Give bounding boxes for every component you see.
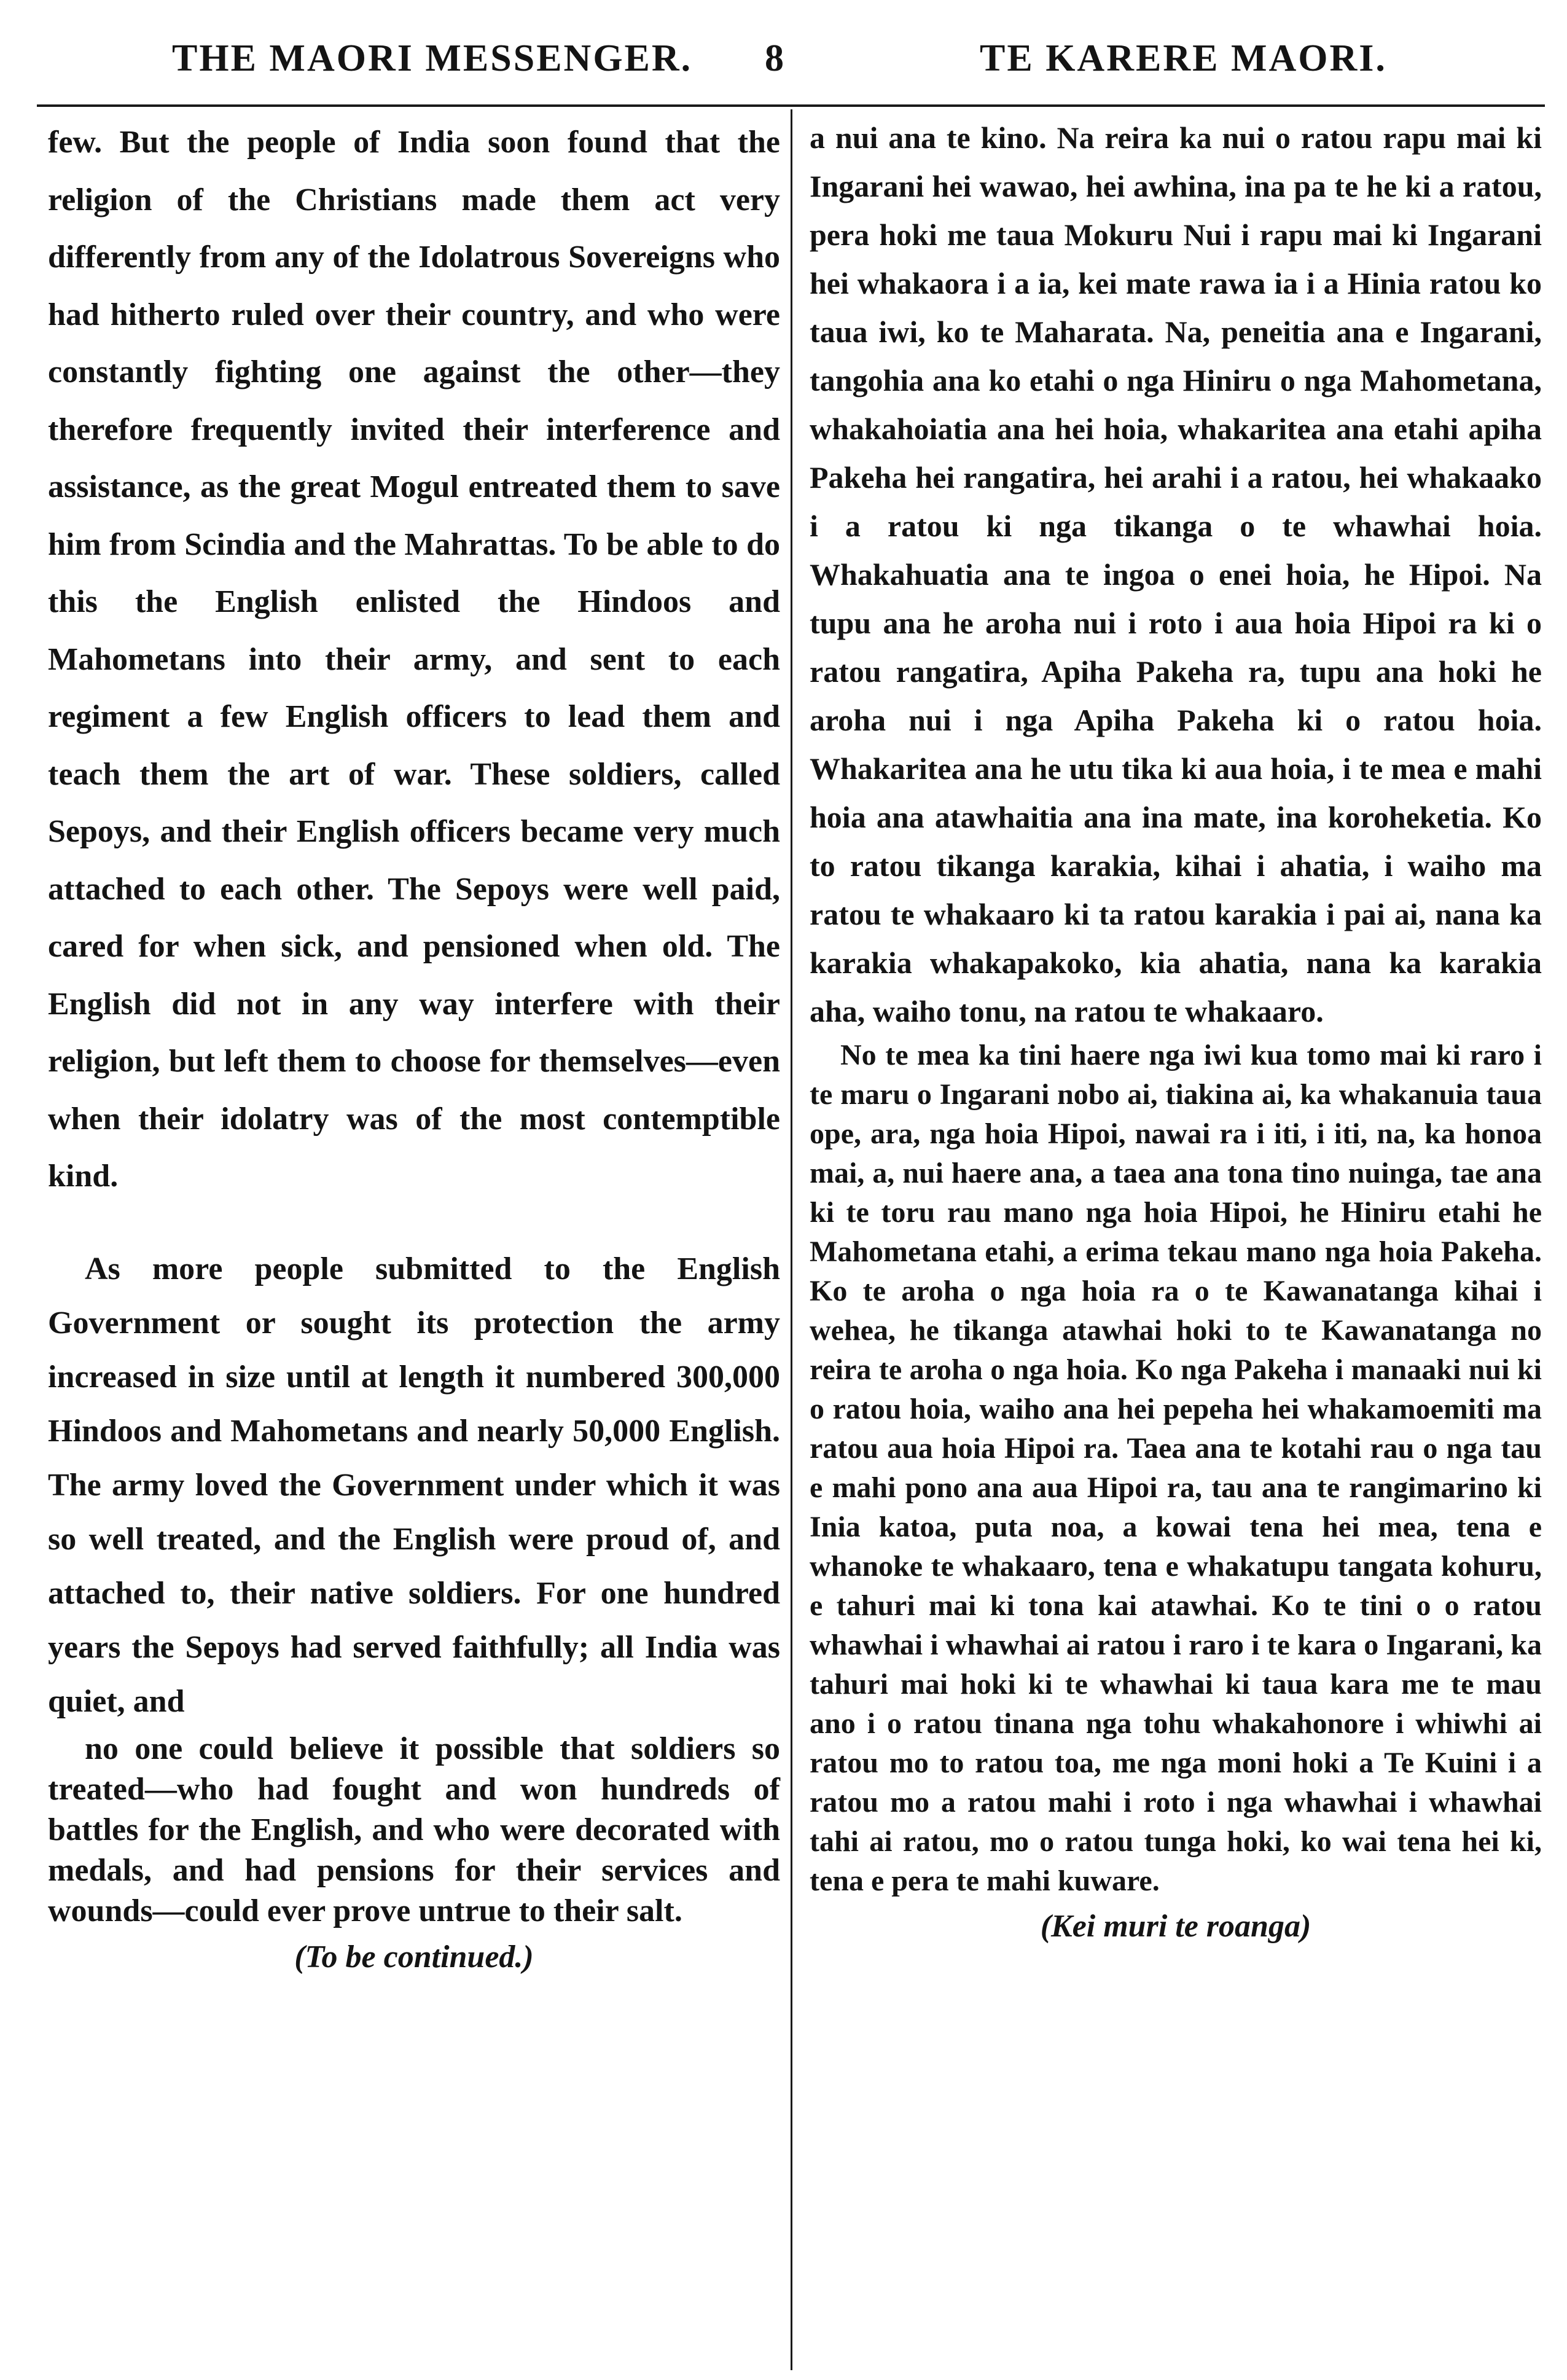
column-divider [791, 109, 792, 2370]
english-paragraph-2 [48, 1242, 780, 1932]
maori-paragraph-1-part-b: ina pa te he ki a ratou, pera hoki me taua Mokuru Nui i rapu mai ki Ingarani hei whakaora i a ia, kei mate rawa ia i a Hinia ratou ko taua iwi, ko te Maharata. Na, peneitia ana e Ingarani, tangohia ana ko etahi o nga Hiniru o nga Mahometana, whakahoiatia ana hei hoia, whakaritea ana etahi apiha Pakeha hei rangatira, hei arahi i a ratou, hei whakaako i a ratou ki nga tikanga o te whawhai hoia. Whakahuatia ana te ingoa o enei hoia, he Hipoi. Na tupu ana he aroha nui i roto i aua hoia Hipoi ra ki o ratou rangatira, Apiha Pakeha ra, tupu ana hoki he aroha nui i nga Apiha Pakeha ki o ratou hoia. Whakaritea ana he utu tika ki aua hoia, i te mea e mahi hoia ana atawhaitia ana ina mate, ina koroheketia. Ko to ratou tikanga karakia, kihai i ahatia, i waiho ma ratou te whakaaro ki ta ratou karakia i pai ai, nana ka karakia whakapakoko, kia ahatia, nana ka karakia aha, waiho tonu, na ratou te whakaaro. [810, 169, 1542, 1028]
running-header [43, 18, 1536, 92]
maori-column [810, 114, 1542, 1944]
english-paragraph-2-part-a: As more people submitted to the English Government or sought its protection the army increased in size until at length it numbered 300,000 Hindoos and Mahometans and nearly 50,000 English. The army loved the Government under which it was so well treated, and the English were proud of, and attached to, their native soldiers. For one hundred years the Sepoys had served faithfully; all India was quiet, and [48, 1251, 780, 1719]
english-masthead: THE MAORI MESSENGER. [172, 37, 693, 79]
english-continued-note: (To be continued.) [294, 1939, 534, 1975]
english-paragraph-2-part-b: no one could believe it possible that soldiers so treated—who had fought and won hundreds of battles for the English, and who were decorated with medals, and had pensions for their services and wounds—could ever prove untrue to their salt. [48, 1731, 780, 1928]
english-column [48, 114, 780, 1975]
maori-paragraph-2: No te mea ka tini haere nga iwi kua tomo mai ki raro i te maru o Ingarani nobo ai, tiakina ai, ka whakanuia taua ope, ara, nga hoia Hipoi, nawai ra i iti, i iti, na, ka honoa mai, a, nui haere ana, a taea ana tona tino nuinga, tae ana ki te toru rau mano nga hoia Hipoi, he Hiniru etahi he Mahometana etahi, a erima tekau mano nga hoia Pakeha. Ko te aroha o nga hoia ra o te Kawanatanga kihai i wehea, he tikanga atawhai hoki to te Kawanatanga no reira te aroha o nga hoia. Ko nga Pakeha i manaaki nui ki o ratou hoia, waiho ana hei pepeha hei whakamoemiti ma ratou aua hoia Hipoi ra. Taea ana te kotahi rau o nga tau e mahi pono ana aua Hipoi ra, tau ana te rangimarino ki Inia katoa, puta noa, a kowai tena hei mea, tena e whanoke te whakaaro, tena e whakatupu tangata kohuru, e tahuri mai ki tona kai atawhai. Ko te tini o o ratou whawhai i whawhai ai ratou i raro i te kara o Ingarani, ka tahuri mai hoki ki te whawhai ki taua kara me te mau ano i o ratou tinana nga tohu whakahonore i whiwhi ai ratou mo to ratou toa, me nga moni hoki a Te Kuini i a ratou mo a ratou mahi i roto i nga whawhai i whawhai tahi ai ratou, mo o ratou tunga hoki, ko wai tena hei ki, tena e pera te mahi kuware. [810, 1039, 1542, 1897]
maori-paragraph-1-part-a: a nui ana te kino. Na reira ka nui o ratou rapu mai ki Ingarani hei wawao, hei awhina, [810, 120, 1542, 203]
maori-paragraph-1 [810, 114, 1542, 1036]
maori-masthead: TE KARERE MAORI. [980, 37, 1387, 79]
header-rule [37, 104, 1545, 107]
maori-continued-note: (Kei muri te roanga) [1040, 1909, 1311, 1944]
page-number: 8 [765, 37, 786, 79]
english-paragraph-1: few. But the people of India soon found that the religion of the Christians made them act very differently from any of the Idolatrous Sovereigns who had hitherto ruled over their country, and who were constantly fighting one against the other—they therefore frequently invited their interference and assistance, as the great Mogul entreated them to save him from Scindia and the Mahrattas. To be able to do this the English enlisted the Hindoos and Mahometans into their army, and sent to each regiment a few English officers to lead them and teach them the art of war. These soldiers, called Sepoys, and their English officers became very much attached to each other. The Sepoys were well paid, cared for when sick, and pensioned when old. The English did not in any way interfere with their religion, but left them to choose for themselves—even when their idolatry was of the most contemptible kind. [48, 125, 780, 1194]
